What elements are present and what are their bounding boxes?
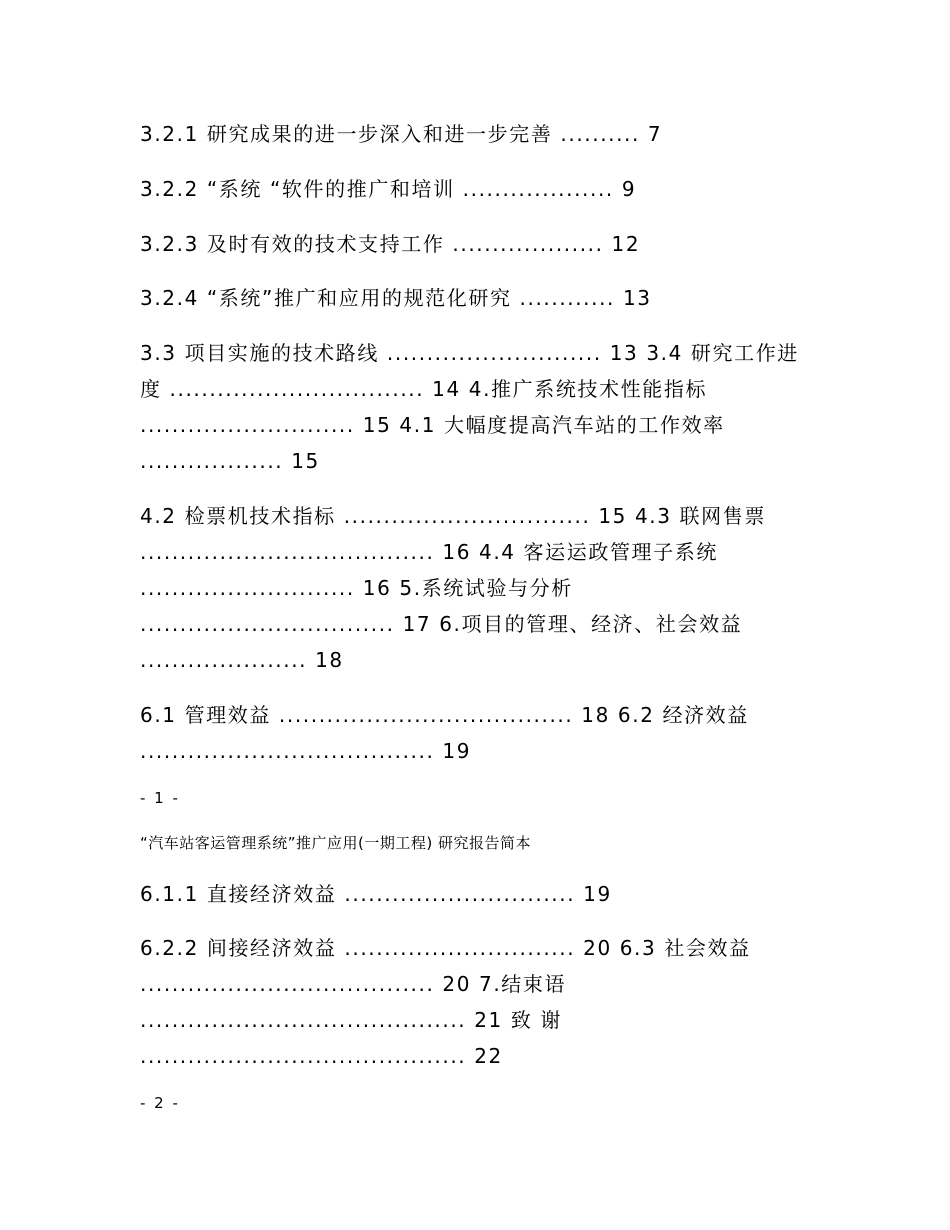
page-number-2: - 2 - — [140, 1094, 180, 1112]
toc-entry-6-1-1: 6.1.1 直接经济效益 ............................. 19 — [140, 882, 612, 906]
toc-entry-3-2-3: 3.2.3 及时有效的技术支持工作 ................... 12 — [140, 232, 641, 256]
toc-block-4-2-to-6: 4.2 检票机技术指标 ............................... 15 4.3 联网售票 ..................................... 16 4.4 客运运政管理子系统 ........................... 16 5.系统试验与分析 ................................ 17 6.项目的管理、经济、社会效益 ..................... 18 — [140, 504, 766, 672]
toc-entry-3-2-2: 3.2.2 “系统 “软件的推广和培训 ................... 9 — [140, 177, 637, 201]
toc-entry-3-2-4: 3.2.4 “系统”推广和应用的规范化研究 ............ 13 — [140, 286, 652, 310]
toc-block-6-2-2-to-ack: 6.2.2 间接经济效益 ............................. 20 6.3 社会效益 ..................................... 20 7.结束语 ......................................... 21 致 谢 ......................................... 22 — [140, 936, 751, 1068]
toc-entry-3-2-1: 3.2.1 研究成果的进一步深入和进一步完善 .......... 7 — [140, 122, 663, 146]
running-header: “汽车站客运管理系统”推广应用(一期工程) 研究报告简本 — [140, 834, 532, 852]
toc-block-6-1-6-2: 6.1 管理效益 ..................................... 18 6.2 经济效益 ..................................... 19 — [140, 703, 749, 763]
toc-block-3-3-to-4-1: 3.3 项目实施的技术路线 ........................... 13 3.4 研究工作进度 ................................ 14 4.推广系统技术性能指标 ........................... 15 4.1 大幅度提高汽车站的工作效率 .................. 15 — [140, 341, 799, 473]
page-number-1: - 1 - — [140, 789, 180, 807]
